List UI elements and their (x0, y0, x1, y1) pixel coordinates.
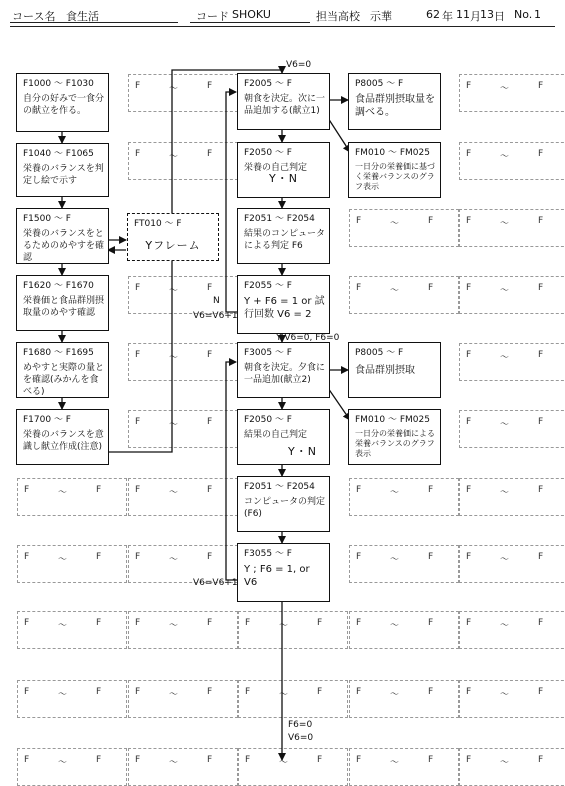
course-value: 食生活 (66, 10, 99, 23)
template-label: F (96, 618, 102, 628)
date-year: 62 (426, 8, 440, 21)
template-label: ～ (58, 621, 68, 631)
template-label: F (356, 283, 362, 293)
template-label: ～ (390, 621, 400, 631)
template-label: F (466, 755, 472, 765)
template-label: F (245, 618, 251, 628)
template-label: F (428, 283, 434, 293)
template-label: F (96, 755, 102, 765)
template-label: F (24, 552, 30, 562)
template-label: F (135, 350, 141, 360)
frame-fm010-a (348, 142, 441, 198)
template-label: F (135, 485, 141, 495)
template-label: ～ (169, 420, 179, 430)
template-label: F (207, 350, 213, 360)
frame-description: 栄養の自己判定 (244, 163, 308, 173)
template-label: ～ (279, 690, 289, 700)
template-label: F (207, 485, 213, 495)
template-label: ～ (58, 758, 68, 768)
template-label: F (207, 283, 213, 293)
template-label: F (135, 618, 141, 628)
template-label: F (207, 687, 213, 697)
template-label: F (428, 687, 434, 697)
template-label: F (317, 755, 323, 765)
template-label: F (466, 687, 472, 697)
frame-range: F1680 ～ F1695 (23, 348, 94, 358)
frame-f1700 (16, 409, 109, 465)
note-y-v6-f6: Y V6=0, F6=0 (276, 333, 340, 343)
note-n: N (213, 296, 220, 306)
frame-range: F1700 ～ F (23, 415, 71, 425)
template-label: F (24, 618, 30, 628)
loop-f3055-f3005 (226, 362, 237, 580)
frame-description: 結果のコンピュータによる判定 F6 (244, 229, 326, 251)
frame-range: F3005 ～ F (244, 348, 292, 358)
template-label: ～ (390, 690, 400, 700)
template-label: F (207, 755, 213, 765)
template-label: ～ (279, 621, 289, 631)
template-label: ～ (500, 152, 510, 162)
frame-range: F1620 ～ F1670 (23, 281, 94, 291)
frame-description: 朝食を決定。次に一品追加する(献立1) (244, 94, 326, 116)
frame-description: コンピュータの判定 (F6) (244, 497, 326, 519)
frame-f3055 (237, 543, 330, 602)
frame-f1500 (16, 208, 109, 264)
template-label: F (538, 687, 544, 697)
author-label: 担当高校 (316, 10, 360, 23)
frame-range: F2051 ～ F2054 (244, 482, 315, 492)
frame-description: 一日分の栄養価による栄養バランスのグラフ表示 (355, 429, 435, 458)
template-label: F (207, 149, 213, 159)
frame-description: Y + F6 = 1 or 試行回数 V6 = 2 (244, 296, 325, 320)
template-label: F (466, 350, 472, 360)
page-label: No. (514, 8, 533, 21)
template-label: F (466, 618, 472, 628)
frame-range: F2050 ～ F (244, 148, 292, 158)
frame-description: 栄養のバランスを意識し献立作成(注意) (23, 430, 104, 452)
template-label: F (317, 687, 323, 697)
template-label: ～ (500, 353, 510, 363)
template-label: ～ (169, 690, 179, 700)
template-label: F (24, 485, 30, 495)
template-label: F (466, 485, 472, 495)
date-month-unit: 月 (470, 10, 481, 23)
frame-description: 一日分の栄養価に基づく栄養バランスのグラフ表示 (355, 162, 435, 191)
template-label: ～ (390, 286, 400, 296)
frame-big-label: Yフレーム (145, 239, 201, 252)
template-label: F (538, 618, 544, 628)
frame-f2005 (237, 73, 330, 130)
template-label: F (428, 755, 434, 765)
frame-p8005-b (348, 342, 441, 398)
template-label: F (207, 417, 213, 427)
date-month: 11 (456, 8, 470, 21)
template-label: F (207, 552, 213, 562)
template-label: F (135, 81, 141, 91)
template-label: F (538, 216, 544, 226)
template-label: ～ (390, 219, 400, 229)
frame-f1040 (16, 143, 109, 197)
frame-big-label: Y・N (288, 445, 317, 458)
arrow-f3005-fm010 (328, 388, 350, 420)
template-label: F (135, 687, 141, 697)
template-label: ～ (500, 420, 510, 430)
date-day-unit: 日 (494, 10, 505, 23)
template-label: F (538, 350, 544, 360)
arrow-f2005-fm010 (328, 118, 350, 152)
code-value: SHOKU (232, 8, 271, 21)
frame-range: F1000 ～ F1030 (23, 79, 94, 89)
frame-f2050-a (237, 142, 330, 198)
template-label: F (538, 417, 544, 427)
template-label: F (356, 618, 362, 628)
template-label: ～ (500, 690, 510, 700)
frame-description: 朝食を決定。夕食に一品追加(献立2) (244, 363, 326, 385)
template-label: ～ (169, 758, 179, 768)
template-label: F (538, 485, 544, 495)
frame-ft010 (127, 213, 219, 261)
template-label: F (245, 687, 251, 697)
course-label: コース名 (12, 10, 56, 23)
template-label: ～ (390, 488, 400, 498)
template-label: F (466, 283, 472, 293)
loop-f2055-f2005 (226, 92, 237, 312)
date-year-unit: 年 (442, 10, 453, 23)
frame-p8005-a (348, 73, 441, 130)
template-label: F (466, 216, 472, 226)
template-label: ～ (169, 152, 179, 162)
template-label: F (466, 149, 472, 159)
frame-range: FT010 ～ F (134, 219, 182, 229)
frame-range: F1500 ～ F (23, 214, 71, 224)
template-label: F (135, 283, 141, 293)
frame-big-label: Y・N (269, 172, 298, 185)
template-label: F (356, 485, 362, 495)
template-label: F (538, 552, 544, 562)
template-label: ～ (169, 84, 179, 94)
author-value: 示華 (370, 10, 392, 23)
note-v6-increment-2: V6=V6+1 (193, 578, 238, 588)
template-label: F (135, 552, 141, 562)
template-label: ～ (58, 690, 68, 700)
template-label: F (428, 216, 434, 226)
template-label: ～ (169, 286, 179, 296)
template-label: ～ (500, 286, 510, 296)
template-label: F (356, 216, 362, 226)
template-label: ～ (58, 488, 68, 498)
template-label: ～ (169, 353, 179, 363)
template-label: F (538, 283, 544, 293)
template-label: F (317, 618, 323, 628)
template-label: F (24, 687, 30, 697)
template-label: F (24, 755, 30, 765)
template-label: F (466, 552, 472, 562)
frame-description: めやすと実際の量とを確認(みかんを食べる) (23, 363, 105, 397)
template-label: F (96, 687, 102, 697)
date-day: 13 (480, 8, 494, 21)
template-label: ～ (390, 758, 400, 768)
frame-f1620 (16, 275, 109, 331)
frame-f2050-b (237, 409, 330, 465)
template-label: F (135, 417, 141, 427)
template-label: F (207, 81, 213, 91)
frame-fm010-b (348, 409, 441, 465)
frame-description: 自分の好みで一食分の献立を作る。 (23, 94, 105, 116)
template-label: ～ (500, 555, 510, 565)
frame-description: 栄養のバランスを判定し絵で示す (23, 164, 104, 186)
template-label: F (96, 485, 102, 495)
frame-range: P8005 ～ F (355, 79, 404, 89)
frame-range: F2005 ～ F (244, 79, 292, 89)
note-v6-zero: V6=0 (286, 60, 312, 70)
template-label: ～ (169, 621, 179, 631)
template-label: ～ (169, 555, 179, 565)
frame-range: FM010 ～ FM025 (355, 415, 430, 425)
frame-description: 結果の自己判定 (244, 430, 308, 440)
template-label: F (207, 618, 213, 628)
template-label: F (466, 417, 472, 427)
frame-range: P8005 ～ F (355, 348, 404, 358)
frame-f2051-b (237, 476, 330, 532)
code-label: コード (196, 10, 229, 23)
template-label: ～ (500, 219, 510, 229)
frame-description: 栄養価と食品群別摂取量のめやす確認 (23, 296, 105, 318)
template-label: F (466, 81, 472, 91)
frame-range: F3055 ～ F (244, 549, 292, 559)
template-label: ～ (279, 758, 289, 768)
template-label: F (428, 485, 434, 495)
template-label: ～ (500, 488, 510, 498)
template-label: F (135, 149, 141, 159)
frame-range: FM010 ～ FM025 (355, 148, 430, 158)
template-label: F (538, 149, 544, 159)
template-label: F (356, 552, 362, 562)
note-v6-increment-1: V6=V6+1 (193, 311, 238, 321)
template-label: ～ (500, 84, 510, 94)
template-label: F (356, 687, 362, 697)
template-label: ～ (500, 758, 510, 768)
frame-f2055 (237, 275, 330, 334)
frame-f3005 (237, 342, 330, 398)
frame-f2051-a (237, 208, 330, 264)
frame-description: 食品群別摂取 (355, 365, 415, 376)
template-label: F (428, 618, 434, 628)
template-label: ～ (500, 621, 510, 631)
frame-range: F2050 ～ F (244, 415, 292, 425)
template-label: ～ (169, 488, 179, 498)
frame-description: 栄養のバランスをとるためのめやすを確認 (23, 229, 105, 263)
template-label: ～ (58, 555, 68, 565)
template-label: F (538, 755, 544, 765)
frame-f1000 (16, 73, 109, 132)
template-label: F (245, 755, 251, 765)
template-label: F (428, 552, 434, 562)
page-number: 1 (534, 8, 541, 21)
frame-description: Y ; F6 = 1, or V6 (244, 564, 310, 588)
frame-range: F2055 ～ F (244, 281, 292, 291)
frame-range: F2051 ～ F2054 (244, 214, 315, 224)
frame-range: F1040 ～ F1065 (23, 149, 94, 159)
template-label: F (356, 755, 362, 765)
template-label: F (538, 81, 544, 91)
note-end-f6: F6=0 (288, 720, 313, 730)
template-label: ～ (390, 555, 400, 565)
template-label: F (96, 552, 102, 562)
note-end-v6: V6=0 (288, 733, 314, 743)
frame-description: 食品群別摂取量を調べる。 (355, 94, 435, 118)
template-label: F (135, 755, 141, 765)
frame-f1680 (16, 342, 109, 398)
